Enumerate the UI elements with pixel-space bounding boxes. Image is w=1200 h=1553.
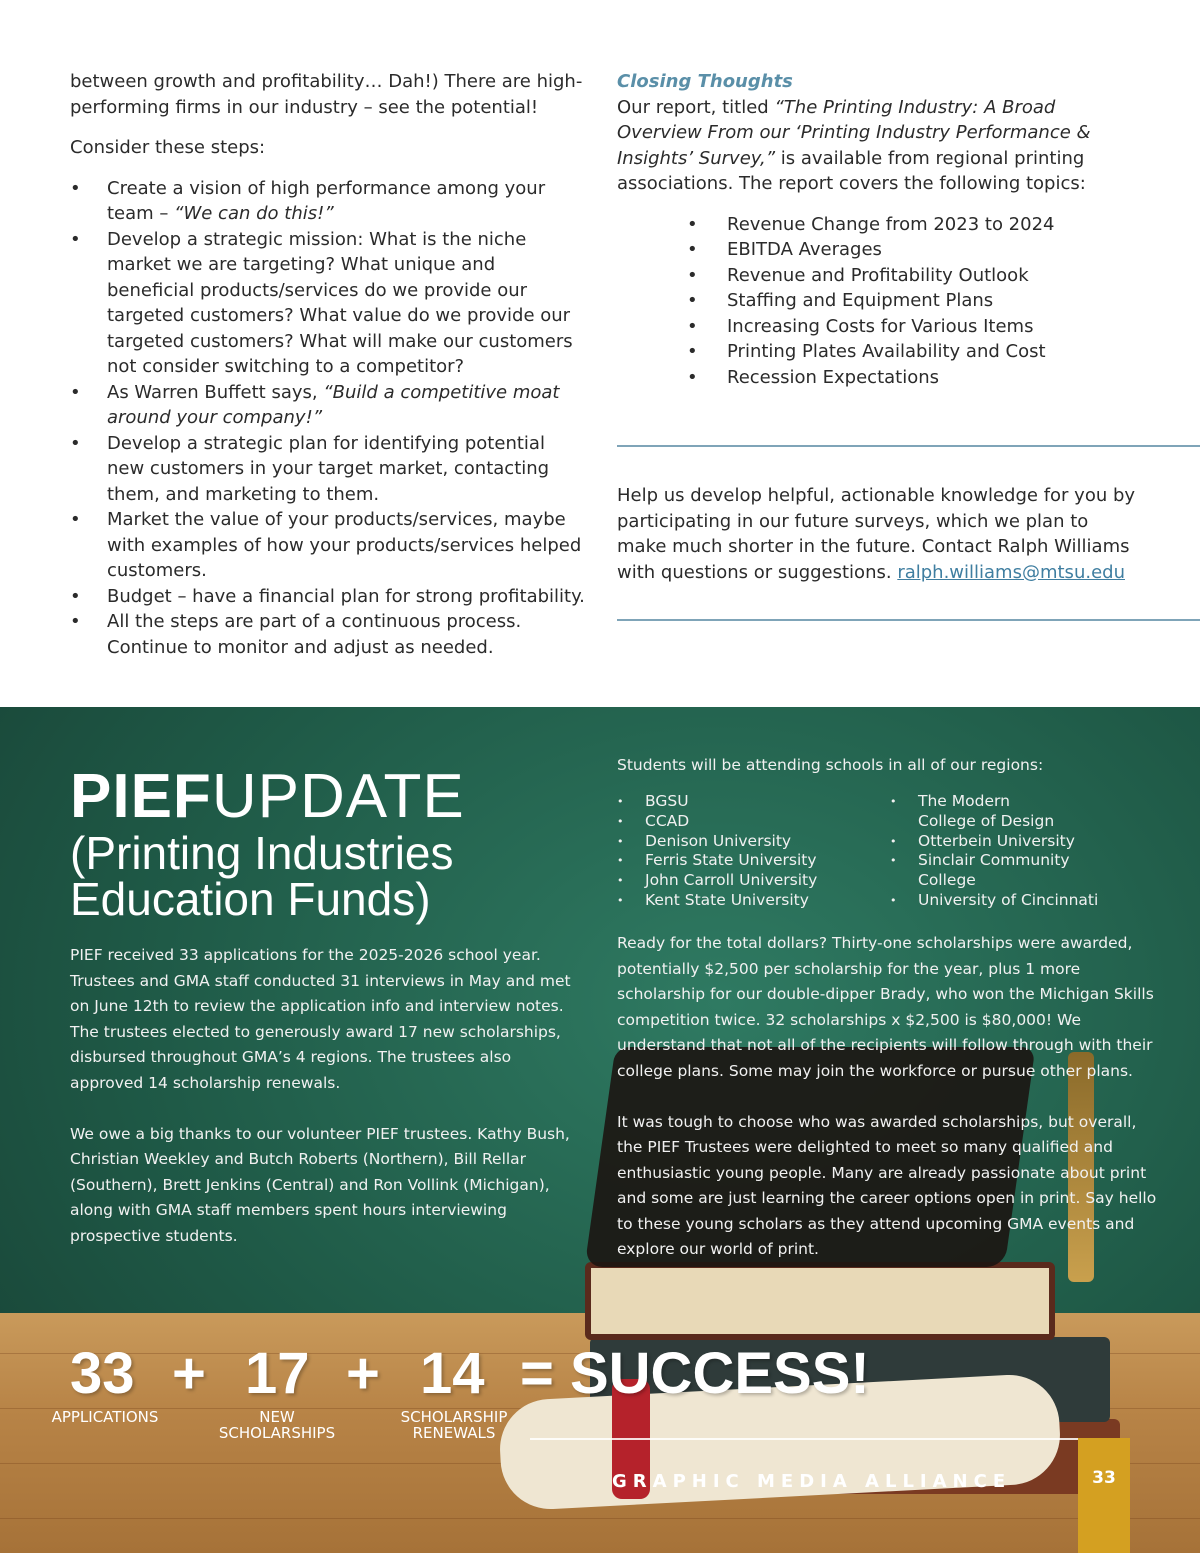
list-item: • University of Cincinnati: [890, 891, 1120, 911]
new-scholarships-count: 17: [245, 1341, 310, 1406]
closing-scholars-paragraph: It was tough to choose who was awarded scholarships, but overall, the PIEF Trustees were delighted to meet so many qualified and enthusiastic young people. Many are already passionate about print and some are just learning the career options open in print. Say hello to these young scholars as they attend upcoming GMA events and explore our world of print.: [617, 1112, 1157, 1258]
list-item: • Revenue Change from 2023 to 2024: [687, 212, 1200, 238]
pief-left-text: [70, 943, 580, 1275]
plus-sign: +: [172, 1341, 206, 1406]
list-item: • Increasing Costs for Various Items: [687, 314, 1200, 340]
divider-top: [617, 445, 1200, 447]
title-light: UPDATE: [211, 762, 465, 831]
applications-paragraph: PIEF received 33 applications for the 2025-2026 school year. Trustees and GMA staff conducted 31 interviews in May and met on June 12th to review the application info and interview notes. The trustees elected to generously award 17 new scholarships, disbursed throughout GMA’s 4 regions. The trustees also approved 14 scholarship renewals.: [70, 946, 571, 1092]
list-item: • Otterbein University: [890, 832, 1120, 852]
list-item: • Printing Plates Availability and Cost: [687, 339, 1200, 365]
trustees-paragraph: We owe a big thanks to our volunteer PIEF trustees. Kathy Bush, Christian Weekley and Butch Roberts (Northern), Bill Rellar (Southern), Brett Jenkins (Central) and Ron Vollink (Michigan), along with GMA staff members spent hours interviewing prospective students.: [70, 1124, 570, 1245]
list-item: • CCAD: [617, 812, 877, 832]
steps-list: [70, 176, 585, 661]
schools-list-col2: [890, 792, 1120, 911]
renewals-caption: SCHOLARSHIP RENEWALS: [400, 1408, 508, 1442]
contact-paragraph: Help us develop helpful, actionable knowledge for you by participating in our future surveys, which we plan to make much shorter in the future. Contact Ralph Williams with questions or suggestions. ralph.williams@mtsu.edu: [617, 485, 1136, 583]
page-number: 33: [1092, 1468, 1116, 1488]
renewals-count: 14: [420, 1341, 485, 1406]
intro-paragraph: between growth and profitability… Dah!) There are high-performing firms in our industry – see the potential!: [70, 71, 583, 118]
list-item: • Market the value of your products/services, maybe with examples of how your products/services helped customers.: [70, 507, 585, 584]
list-item: • Sinclair Community College: [890, 851, 1090, 891]
list-item: • Develop a strategic plan for identifying potential new customers in your target market, contacting them, and marketing to them.: [70, 431, 585, 508]
total-dollars-paragraph: Ready for the total dollars? Thirty-one scholarships were awarded, potentially $2,500 per scholarship for the year, plus 1 more scholarship for our double-dipper Brady, who won the Michigan Skills competition twice. 32 scholarships x $2,500 is $80,000! We understand that not all of the recipients will follow through with their college plans. Some may join the workforce or pursue other plans.: [617, 934, 1154, 1080]
closing-thoughts-heading: Closing Thoughts: [617, 71, 793, 92]
list-item: • All the steps are part of a continuous process. Continue to monitor and adjust as needed.: [70, 609, 585, 660]
steps-intro: Consider these steps:: [70, 137, 266, 158]
list-item: • Staffing and Equipment Plans: [687, 288, 1200, 314]
page-number-tab: [1078, 1438, 1130, 1553]
pief-right-text: [617, 931, 1157, 1288]
subtitle-line-2: Education Funds): [70, 873, 431, 925]
list-item: • John Carroll University: [617, 871, 877, 891]
list-item: • The Modern College of Design: [890, 792, 1070, 832]
new-scholarships-caption: NEW SCHOLARSHIPS: [218, 1408, 336, 1442]
footer-brand: GRAPHIC MEDIA ALLIANCE: [612, 1471, 1012, 1492]
list-item: • Ferris State University: [617, 851, 877, 871]
list-item: • Revenue and Profitability Outlook: [687, 263, 1200, 289]
list-item: • Kent State University: [617, 891, 877, 911]
title-bold: PIEF: [70, 762, 212, 831]
success-result: = SUCCESS!: [520, 1341, 870, 1406]
applications-count: 33: [70, 1341, 135, 1406]
schools-list-col1: [617, 792, 877, 911]
pief-section: [0, 707, 1200, 1553]
list-item: • As Warren Buffett says, “Build a competitive moat around your company!”: [70, 380, 585, 431]
applications-caption: APPLICATIONS: [51, 1408, 159, 1426]
subtitle-line-1: (Printing Industries: [70, 827, 454, 879]
list-item: • Budget – have a financial plan for strong profitability.: [70, 584, 585, 610]
plus-sign: +: [346, 1341, 380, 1406]
list-item: • Recession Expectations: [687, 365, 1200, 391]
list-item: • Denison University: [617, 832, 877, 852]
article-left-column: [70, 69, 585, 660]
list-item: • BGSU: [617, 792, 877, 812]
list-item: • Create a vision of high performance among your team – “We can do this!”: [70, 176, 585, 227]
schools-intro: Students will be attending schools in all of our regions:: [617, 756, 1044, 774]
pief-title: [70, 762, 465, 925]
footer-rule: [530, 1438, 1078, 1440]
success-equation: [0, 1339, 1200, 1459]
divider-bottom: [617, 619, 1200, 621]
closing-paragraph: Our report, titled “The Printing Industry: A Broad Overview From our ‘Printing Industry Performance & Insights’ Survey,” is available from regional printing associations. The report covers the following topics:: [617, 96, 1091, 194]
list-item: • EBITDA Averages: [687, 237, 1200, 263]
list-item: • Develop a strategic mission: What is the niche market we are targeting? What unique and beneficial products/services do we provide our targeted customers? What value do we provide our targeted customers? What will make our customers not consider switching to a competitor?: [70, 227, 585, 380]
contact-email-link[interactable]: ralph.williams@mtsu.edu: [897, 561, 1125, 583]
article-right-column: [617, 69, 1200, 390]
report-topics-list: [687, 212, 1200, 391]
